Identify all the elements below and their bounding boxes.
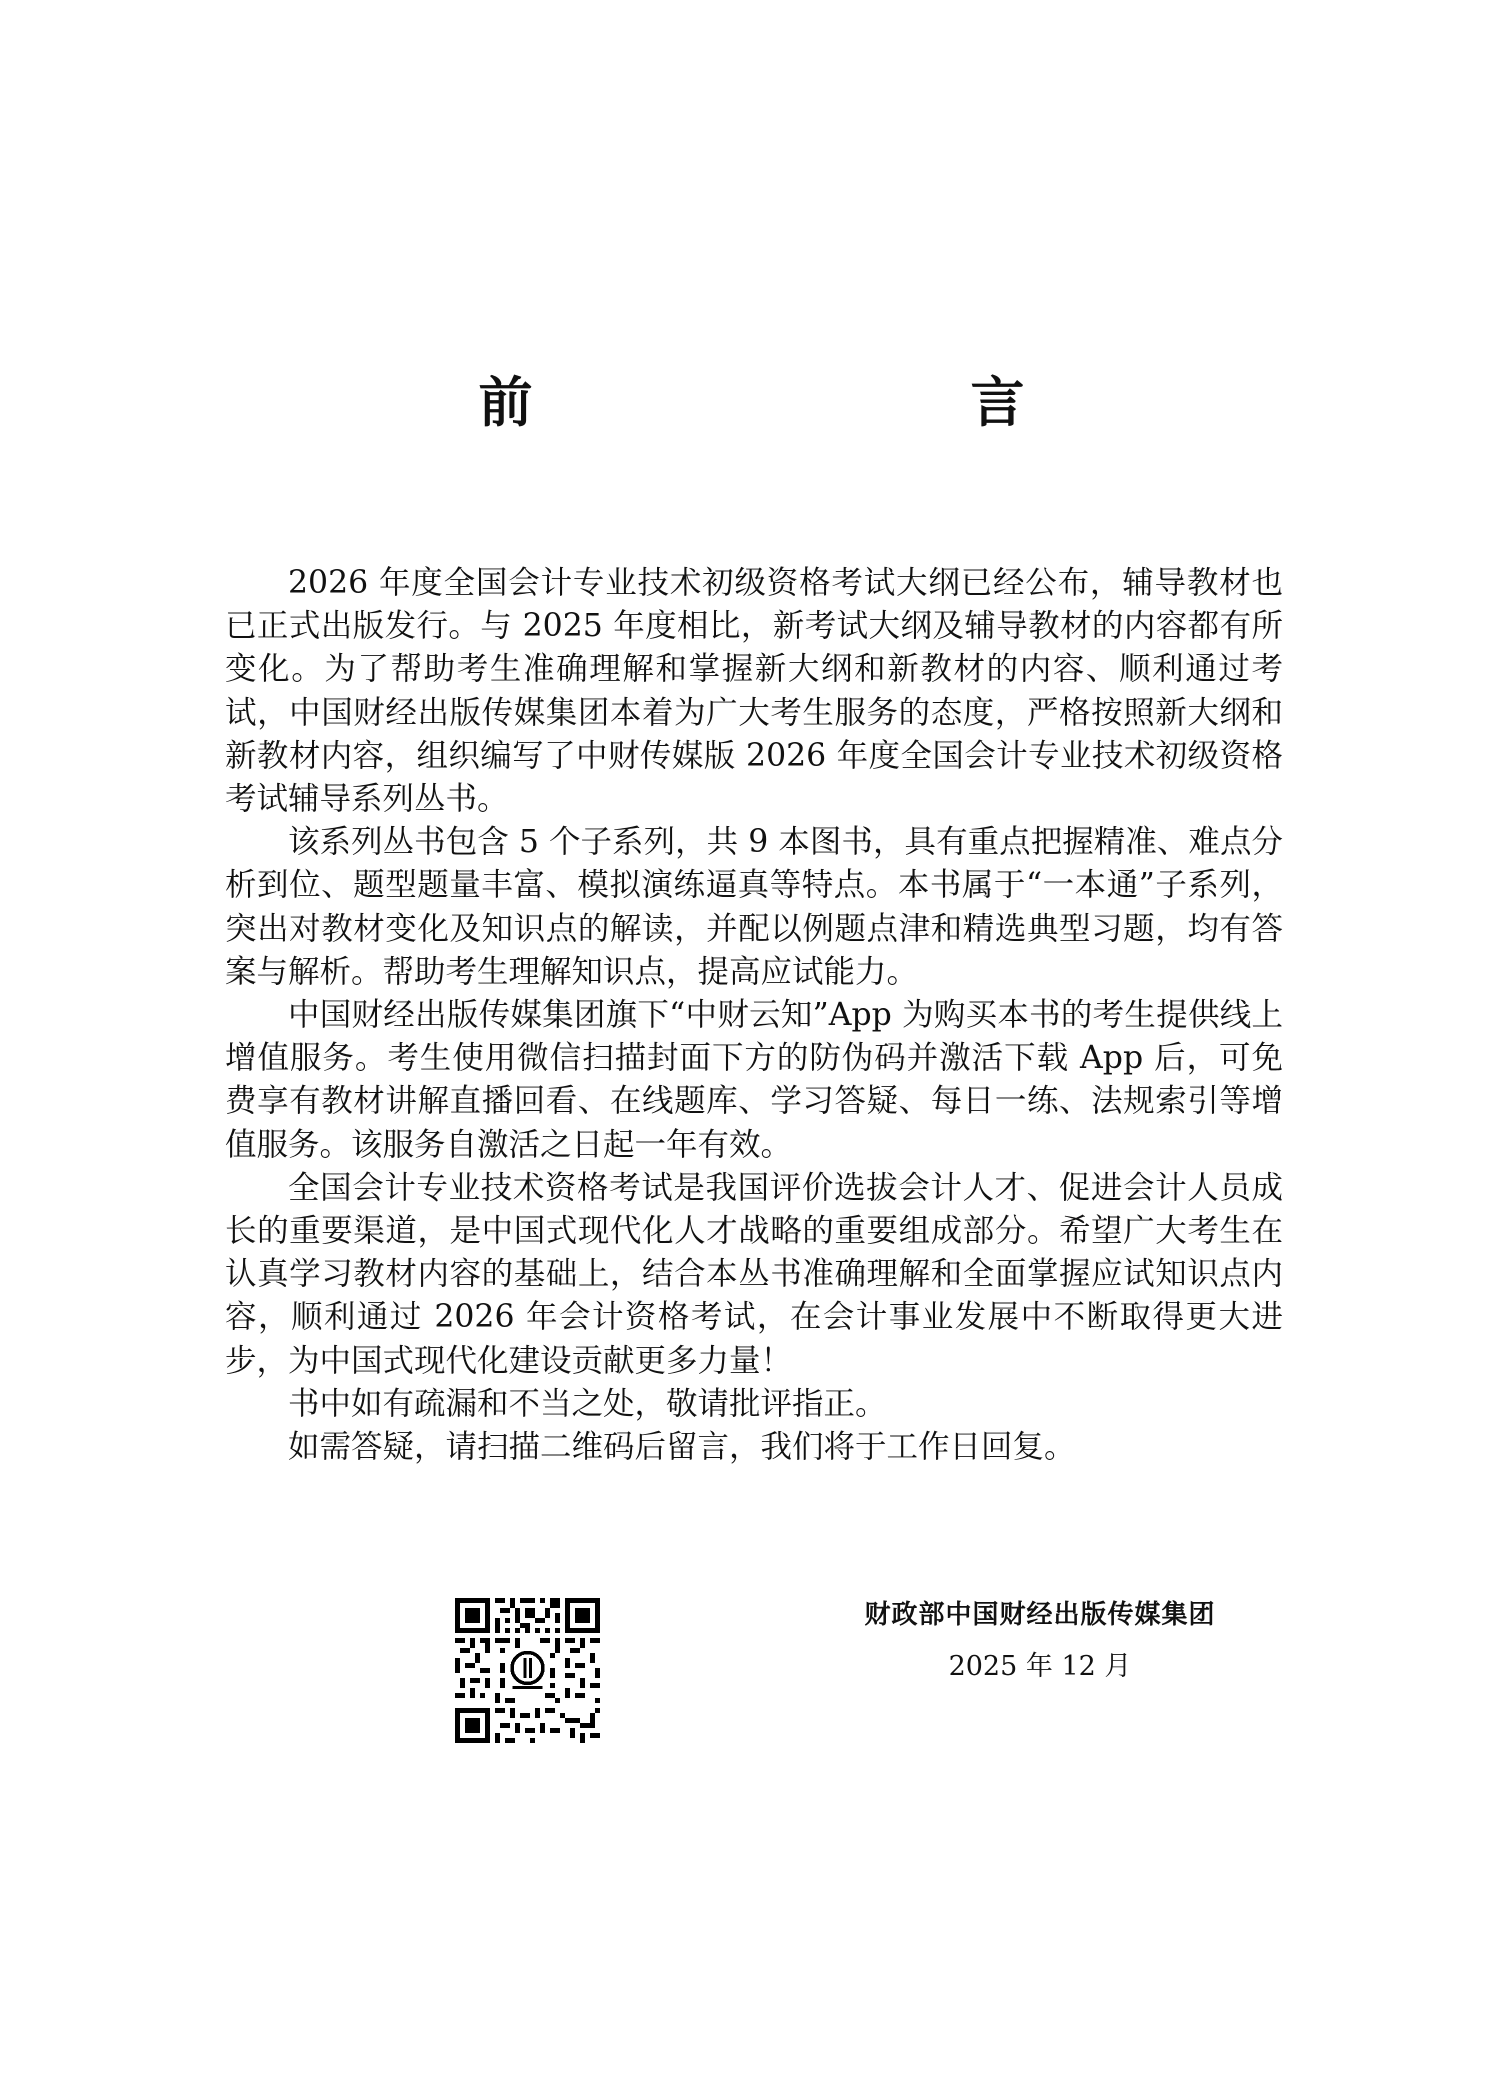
page-title: 前 言 — [478, 370, 1135, 434]
paragraph: 如需答疑，请扫描二维码后留言，我们将于工作日回复。 — [288, 1429, 1076, 1466]
paragraph: 书中如有疏漏和不当之处，敬请批评指正。 — [288, 1385, 887, 1422]
publish-date: 2025 年 12 月 — [948, 1651, 1132, 1682]
preface-body — [225, 562, 1283, 1469]
paragraph: 该系列丛书包含 5 个子系列，共 9 本图书，具有重点把握精准、难点分析到位、题型题量丰富、模拟演练逼真等特点。本书属于“一本通”子系列，突出对教材变化及知识点的解读，并配以例题点津和精选典型习题，均有答案与解析。帮助考生理解知识点，提高应试能力。 — [225, 824, 1283, 990]
publisher-name: 财政部中国财经出版传媒集团 — [864, 1600, 1216, 1630]
paragraph: 中国财经出版传媒集团旗下“中财云知”App 为购买本书的考生提供线上增值服务。考生使用微信扫描封面下方的防伪码并激活下载 App 后，可免费享有教材讲解直播回看、在线题库、学习答疑、每日一练、法规索引等增值服务。该服务自激活之日起一年有效。 — [225, 997, 1283, 1163]
qr-code-icon[interactable] — [455, 1598, 600, 1743]
paragraph: 全国会计专业技术资格考试是我国评价选拔会计人才、促进会计人员成长的重要渠道，是中国式现代化人才战略的重要组成部分。希望广大考生在认真学习教材内容的基础上，结合本丛书准确理解和全面掌握应试知识点内容，顺利通过 2026 年会计资格考试，在会计事业发展中不断取得更大进步，为中国式现代化建设贡献更多力量！ — [225, 1169, 1283, 1379]
signature-block — [820, 1598, 1260, 1684]
paragraph: 2026 年度全国会计专业技术初级资格考试大纲已经公布，辅导教材也已正式出版发行。与 2025 年度相比，新考试大纲及辅导教材的内容都有所变化。为了帮助考生准确理解和掌握新大纲和新教材的内容、顺利通过考试，中国财经出版传媒集团本着为广大考生服务的态度，严格按照新大纲和新教材内容，组织编写了中财传媒版 2026 年度全国会计专业技术初级资格考试辅导系列丛书。 — [225, 565, 1283, 818]
